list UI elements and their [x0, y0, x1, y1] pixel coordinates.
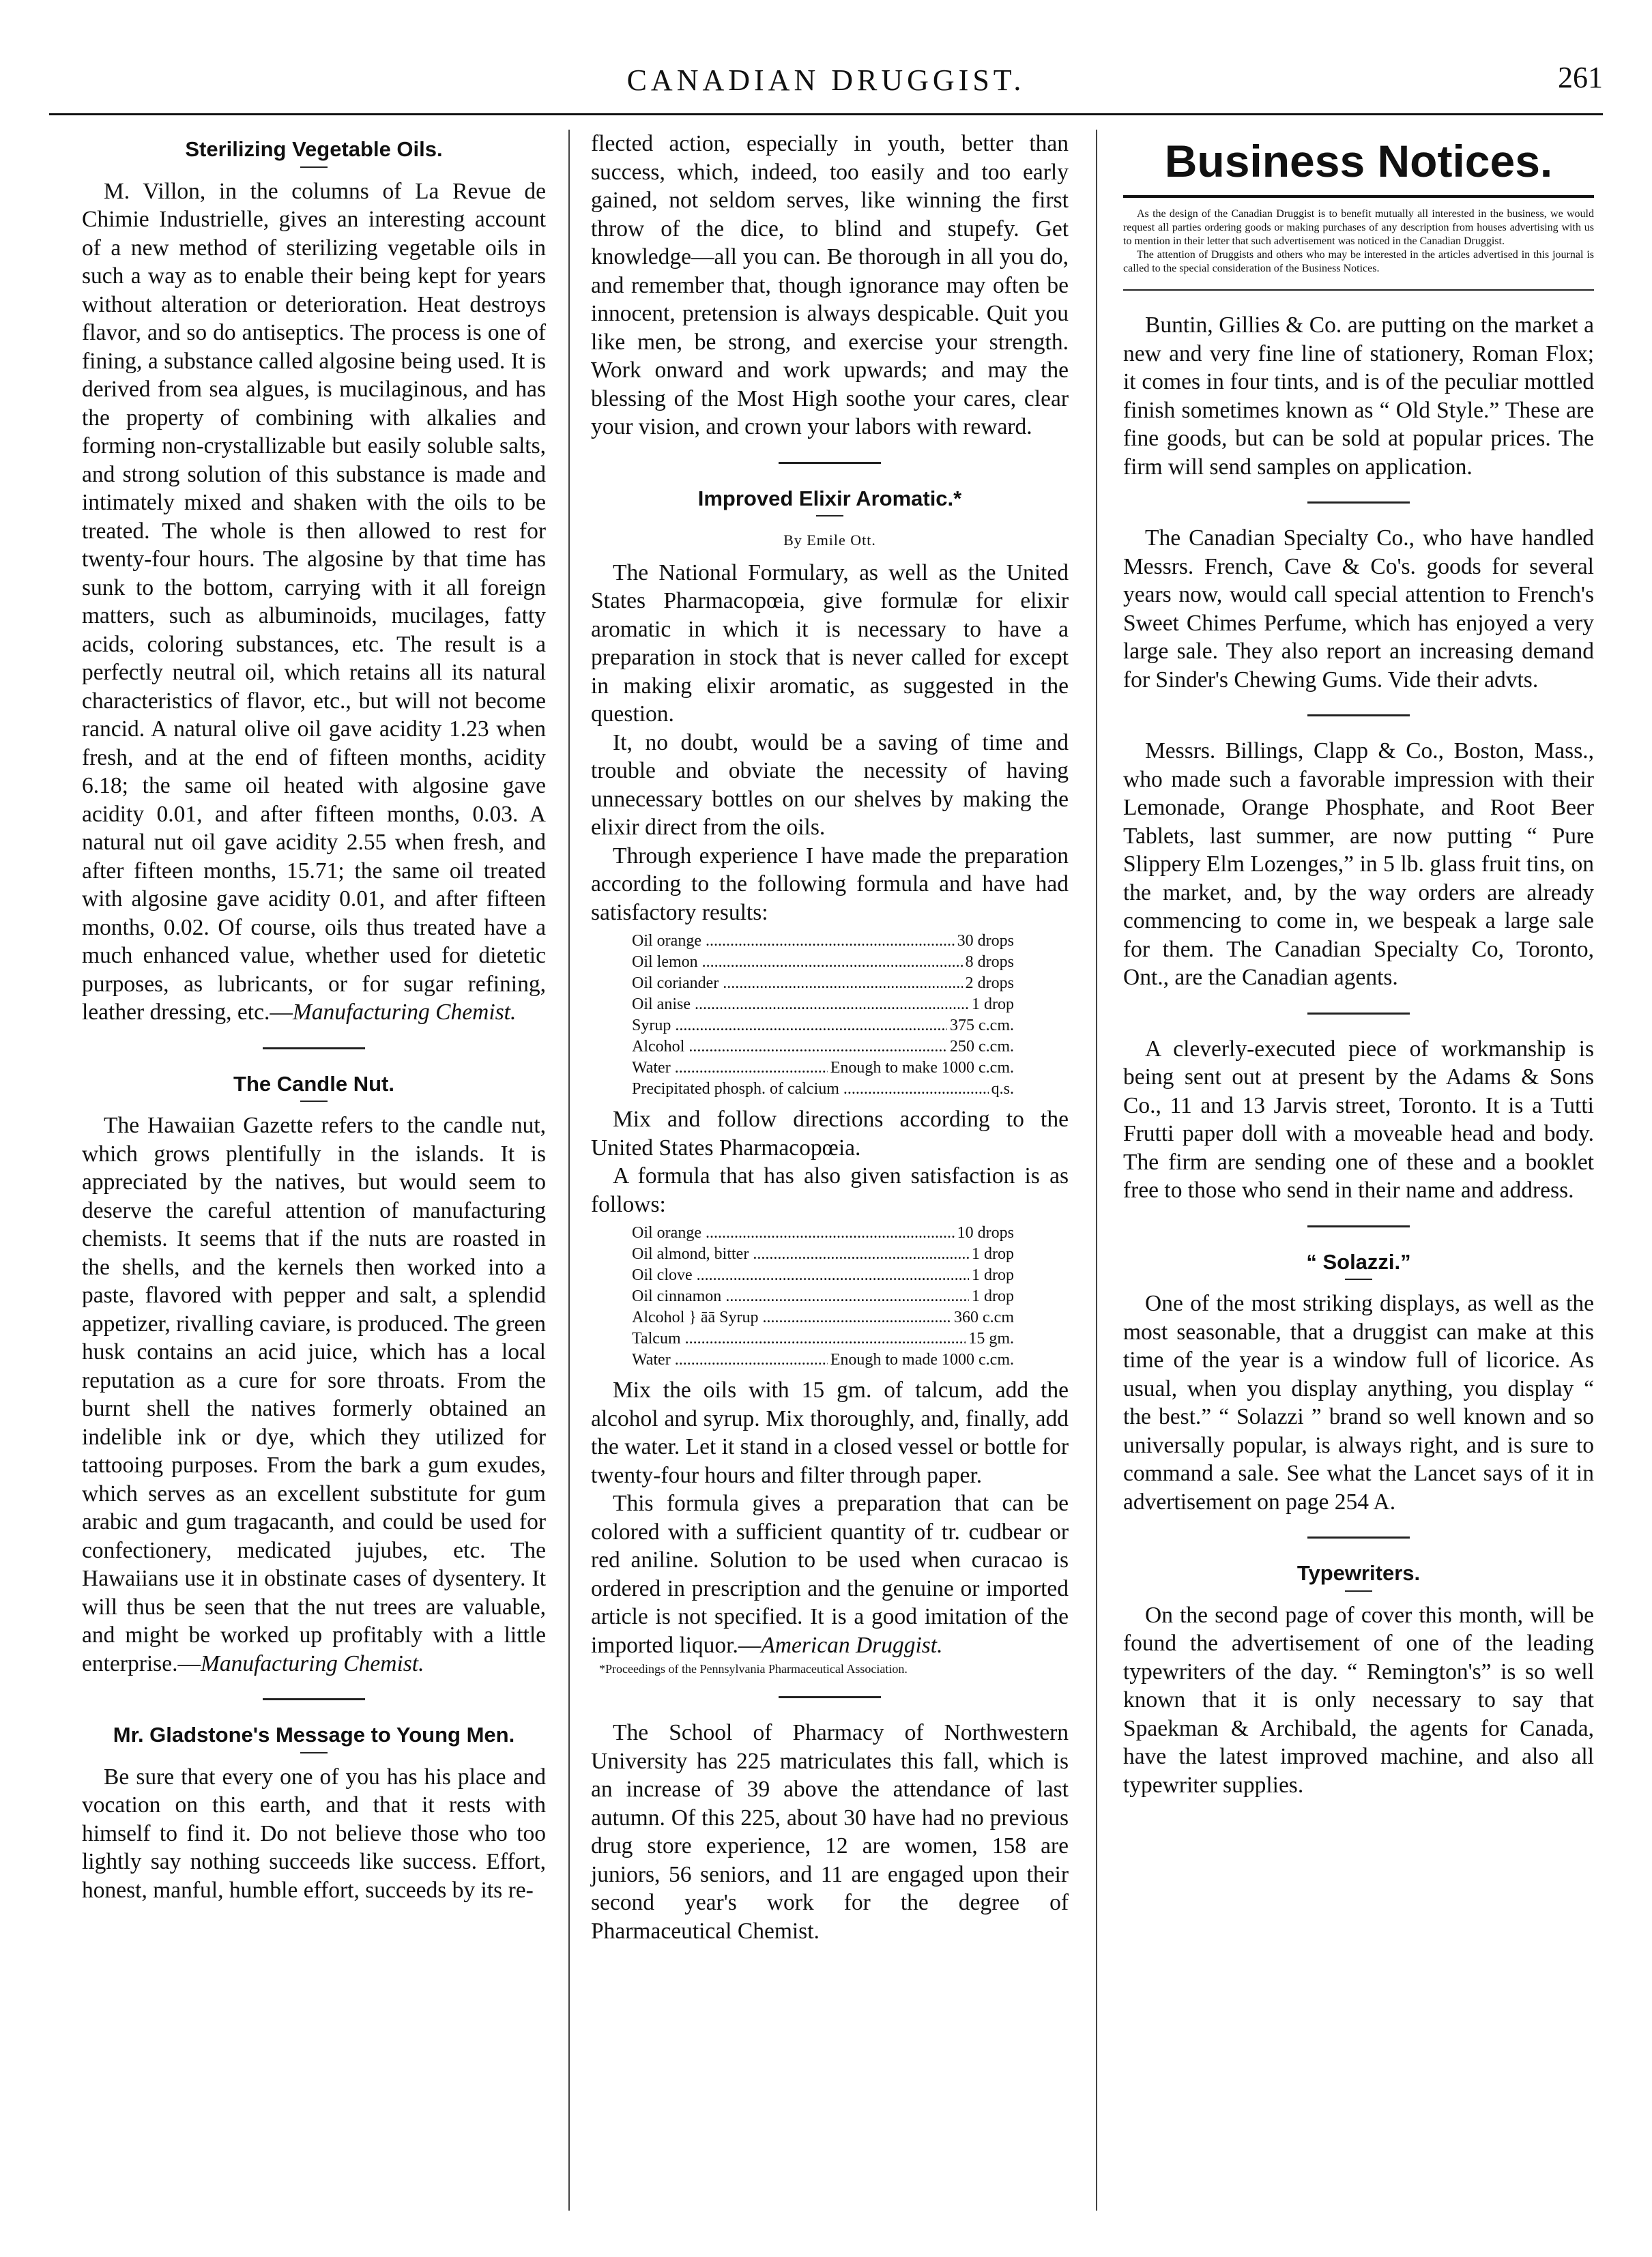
quantity: 2 drops: [965, 974, 1014, 992]
ingredient: Oil lemon .....: [632, 952, 963, 973]
article-paragraph: Be sure that every one of you has his place and vocation on this earth, and that it rests with himself to find it. Do not believe those who too lightly say nothing succeeds like success. Effort, honest, manful, humble effort, succeeds by its re-: [82, 1764, 546, 1903]
source-credit: Manufacturing Chemist.: [200, 1650, 424, 1676]
intro-rule: [1123, 289, 1594, 291]
column-right: [1123, 130, 1594, 1799]
ingredient: Alcohol } āā Syrup .....: [632, 1307, 951, 1328]
quantity: 10 drops: [957, 1224, 1014, 1242]
article-paragraph: The National Formulary, as well as the United States Pharmacopœia, give formulæ for elixir aromatic in which it is necessary to have a preparation in stock that is never called for except in making elixir aromatic, as suggested in the question.: [591, 559, 1069, 727]
formula-row: [632, 931, 1014, 952]
quantity: Enough to made 1000 c.cm.: [830, 1351, 1014, 1369]
section-separator: [1307, 1013, 1410, 1015]
article-paragraph: It, no doubt, would be a saving of time and trouble and obviate the necessity of having unnecessary bottles on our shelves by making the elixir direct from the oils.: [591, 729, 1069, 840]
quantity: 1 drop: [972, 1245, 1014, 1263]
author-byline: By Emile Ott.: [783, 532, 876, 549]
ingredient: Alcohol .....: [632, 1036, 947, 1058]
ingredient: Oil orange .....: [632, 931, 955, 952]
formula-row: [632, 1015, 1014, 1036]
business-notices-title: Business Notices.: [1164, 136, 1553, 186]
section-separator: [263, 1047, 365, 1049]
source-credit: Manufacturing Chemist.: [292, 1000, 517, 1025]
ingredient: Oil almond, bitter .....: [632, 1244, 969, 1265]
quantity: 30 drops: [957, 932, 1014, 950]
formula-list: [632, 931, 1069, 1100]
ingredient: Water .....: [632, 1350, 828, 1371]
article-heading: Sterilizing Vegetable Oils.: [185, 137, 443, 161]
column-rule: [568, 130, 570, 2211]
formula-row: [632, 1350, 1014, 1371]
notice-paragraph: A cleverly-executed piece of workmanship is being sent out at present by the Adams & Sons Co., 11 and 13 Jarvis street, Toronto. It is a Tutti Frutti paper doll with a moveable head and body. The firm are sending one of these and a booklet free to those who send in their name and address.: [1123, 1036, 1594, 1203]
article-paragraph: A formula that has also given satisfaction is as follows:: [591, 1163, 1069, 1217]
column-rule: [1096, 130, 1097, 2211]
heading-dash: [300, 1752, 328, 1753]
formula-row: [632, 1036, 1014, 1058]
heading-dash: [300, 166, 328, 168]
article-paragraph: This formula gives a preparation that can be colored with a sufficient quantity of tr. cudbear or red aniline. Solution to be used when curacao is ordered in prescription and the genuine or imported article is not specified. It is a good imitation of the imported liquor.—American Druggist.: [591, 1491, 1069, 1658]
formula-row: [632, 1244, 1014, 1265]
source-credit: American Druggist.: [761, 1632, 943, 1658]
article-paragraph: Mix the oils with 15 gm. of talcum, add the alcohol and syrup. Mix thoroughly, and, finally, add the water. Let it stand in a closed vessel or bottle for twenty-four hours and filter through paper.: [591, 1378, 1069, 1488]
notice-heading: “ Solazzi.”: [1306, 1249, 1411, 1274]
heading-dash: [300, 1101, 328, 1102]
formula-row: [632, 952, 1014, 973]
notice-paragraph: The Canadian Specialty Co., who have handled Messrs. French, Cave & Co's. goods for several years now, would call special attention to French's Sweet Chimes Perfume, which has enjoyed a very large sale. They also report an increasing demand for Sinder's Chewing Gums. Vide their advts.: [1123, 525, 1594, 693]
notice-paragraph: On the second page of cover this month, will be found the advertisement of one of the leading typewriters of the day. “ Remington's” is so well known that it is only necessary to say that Spaekman & Archibald, the agents for Canada, have the latest improved machine, and also all typewriter supplies.: [1123, 1602, 1594, 1798]
page-number: 261: [1558, 61, 1603, 94]
page-header: [49, 27, 1603, 109]
formula-row: [632, 1058, 1014, 1079]
article-paragraph: The Hawaiian Gazette refers to the candle nut, which grows plentifully in the islands. It is appreciated by the natives, but would seem to deserve the careful attention of manufacturing chemists. It seems that if the nuts are roasted in the shells, and the kernels then worked into a paste, flavored with pepper and salt, a splendid appetizer, rivalling caviare, is produced. The green husk contains an acid juice, which has a local reputation as a cure for sore throats. From the burnt shell the natives formerly obtained an indelible ink or dye, which they utilized for tattooing purposes. From the bark a gum exudes, which serves as an excellent substitute for gum arabic and gum tragacanth, and could be used for confectionery, medicated jujubes, etc. The Hawaiians use it in obstinate cases of dysentery. It will thus be seen that the nut trees are valuable, and might be worked up profitably with a little enterprise.—Manufacturing Chemist.: [82, 1113, 546, 1676]
section-separator: [1307, 1225, 1410, 1227]
ingredient: Precipitated phosph. of calcium .....: [632, 1079, 989, 1100]
ingredient: Talcum .....: [632, 1328, 966, 1350]
quantity: 250 c.cm.: [950, 1038, 1014, 1055]
heading-dash: [1345, 1279, 1372, 1280]
formula-row: [632, 1286, 1014, 1307]
section-separator: [263, 1698, 365, 1700]
article-paragraph: Mix and follow directions according to the United States Pharmacopœia.: [591, 1107, 1069, 1161]
ingredient: Oil coriander .....: [632, 973, 963, 994]
notice-paragraph: Messrs. Billings, Clapp & Co., Boston, Mass., who made such a favorable impression with their Lemonade, Orange Phosphate, and Root Beer Tablets, last summer, are now putting “ Pure Slippery Elm Lozenges,” in 5 lb. glass fruit tins, on the market, and, by the way orders are already commencing to come in, we bespeak a large sale for them. The Canadian Specialty Co, Toronto, Ont., are the Canadian agents.: [1123, 738, 1594, 990]
article-paragraph: Through experience I have made the preparation according to the following formula and have had satisfactory results:: [591, 843, 1069, 925]
formula-row: [632, 1079, 1014, 1100]
heading-dash: [816, 515, 843, 516]
formula-row: [632, 1307, 1014, 1328]
title-rule: [1123, 195, 1594, 198]
article-paragraph: The School of Pharmacy of Northwestern University has 225 matriculates this fall, which is an increase of 39 above the attendance of last autumn. Of this 225, about 30 have had no previous drug store experience, 12 are women, 158 are juniors, 56 seniors, and 11 are engaged upon their second year's work for the degree of Pharmaceutical Chemist.: [591, 1720, 1069, 1944]
notice-paragraph: Buntin, Gillies & Co. are putting on the market a new and very fine line of stationery, Roman Flox; it comes in four tints, and is of the peculiar mottled finish sometimes known as “ Old Style.” These are fine goods, but can be sold at popular prices. The firm will send samples on application.: [1123, 312, 1594, 480]
quantity: 15 gm.: [968, 1330, 1014, 1348]
section-separator: [1307, 714, 1410, 716]
formula-row: [632, 994, 1014, 1015]
ingredient: Oil cinnamon .....: [632, 1286, 969, 1307]
formula-row: [632, 973, 1014, 994]
section-separator: [1307, 1537, 1410, 1539]
article-paragraph: flected action, especially in youth, better than success, which, indeed, too easily and too early gained, not seldom serves, like winning the first throw of the dice, to blind and stupefy. Get knowledge—all you can. Be thorough in all you do, and remember that, though ignorance may often be innocent, pretension is always despicable. Quit you like men, be strong, and exercise your strength. Work onward and work upwards; and may the blessing of the Most High soothe your cares, clear your vision, and crown your labors with reward.: [591, 131, 1069, 439]
ingredient: Syrup .....: [632, 1015, 947, 1036]
section-separator: [779, 1696, 881, 1698]
header-rule: [49, 113, 1603, 115]
quantity: 8 drops: [965, 953, 1014, 971]
notice-paragraph: One of the most striking displays, as well as the most seasonable, that a druggist can make at this time of the year is a window full of licorice. As usual, when you display anything, you display “ the best.” “ Solazzi ” brand so well known and so universally popular, is always right, and is sure to command a sale. See what the Lancet says of it in advertisement on page 254 A.: [1123, 1291, 1594, 1515]
footnote: *Proceedings of the Pennsylvania Pharmaceutical Association.: [599, 1662, 908, 1676]
ingredient: Oil clove .....: [632, 1265, 969, 1286]
heading-dash: [1345, 1590, 1372, 1592]
ingredient: Oil anise .....: [632, 994, 969, 1015]
formula-list: [632, 1223, 1069, 1371]
formula-row: [632, 1223, 1014, 1244]
article-heading: Mr. Gladstone's Message to Young Men.: [113, 1723, 515, 1747]
formula-row: [632, 1265, 1014, 1286]
section-separator: [1307, 501, 1410, 504]
article-heading: Improved Elixir Aromatic.*: [697, 486, 962, 510]
quantity: 1 drop: [972, 1266, 1014, 1284]
quantity: Enough to make 1000 c.cm.: [830, 1059, 1014, 1077]
quantity: 1 drop: [972, 1287, 1014, 1305]
quantity: 375 c.cm.: [950, 1017, 1014, 1034]
quantity: 360 c.cm: [954, 1309, 1014, 1326]
notices-intro: The attention of Druggists and others who may be interested in the articles advertised in this journal is called to the special consideration of the Business Notices.: [1123, 249, 1594, 274]
formula-row: [632, 1328, 1014, 1350]
article-paragraph: M. Villon, in the columns of La Revue de Chimie Industrielle, gives an interesting account of a new method of sterilizing vegetable oils in such a way as to enable their being kept for years without alteration or deterioration. Heat destroys flavor, and so do antiseptics. The process is one of fining, a substance called algosine being used. It is derived from sea algues, is mucilaginous, and has the property of combining with alkalies and forming non-crystallizable but easily soluble salts, and strong solution of this substance is made and intimately mixed and shaken with the oils to be treated. The whole is then allowed to rest for twenty-four hours. The algosine by that time has sunk to the bottom, carrying with it all foreign matters, such as albuminoids, mucilages, fatty acids, coloring substances, etc. The result is a perfectly neutral oil, which retains all its natural characteristics of flavor, etc., but will not become rancid. A natural olive oil gave acidity 1.23 when fresh, and at the end of fifteen months, acidity 6.18; the same oil heated with algosine gave acidity 0.01, and after fifteen months, 0.03. A natural nut oil gave acidity 2.55 when fresh, and after fifteen months, 15.71; the same oil treated with algosine gave acidity 0.01, and after fifteen months, 0.02. Of course, oils thus treated have a much enhanced value, whether used for dietetic purposes, as lubricants, or for sugar refining, leather dressing, etc.—Manufacturing Chemist.: [82, 178, 546, 1025]
notices-intro: As the design of the Canadian Druggist is to benefit mutually all interested in the business, we would request all parties ordering goods or making purchases of any description from houses advertising with us to mention in their letter that such advertisement was noticed in the Canadian Druggist.: [1123, 208, 1594, 247]
publication-title: CANADIAN DRUGGIST.: [626, 63, 1026, 97]
column-middle: [591, 130, 1069, 1945]
quantity: 1 drop: [972, 995, 1014, 1013]
ingredient: Water .....: [632, 1058, 828, 1079]
notice-heading: Typewriters.: [1296, 1561, 1421, 1585]
column-left: [82, 130, 546, 1904]
ingredient: Oil orange .....: [632, 1223, 955, 1244]
quantity: q.s.: [991, 1080, 1014, 1098]
section-separator: [779, 462, 881, 464]
article-heading: The Candle Nut.: [233, 1071, 394, 1096]
